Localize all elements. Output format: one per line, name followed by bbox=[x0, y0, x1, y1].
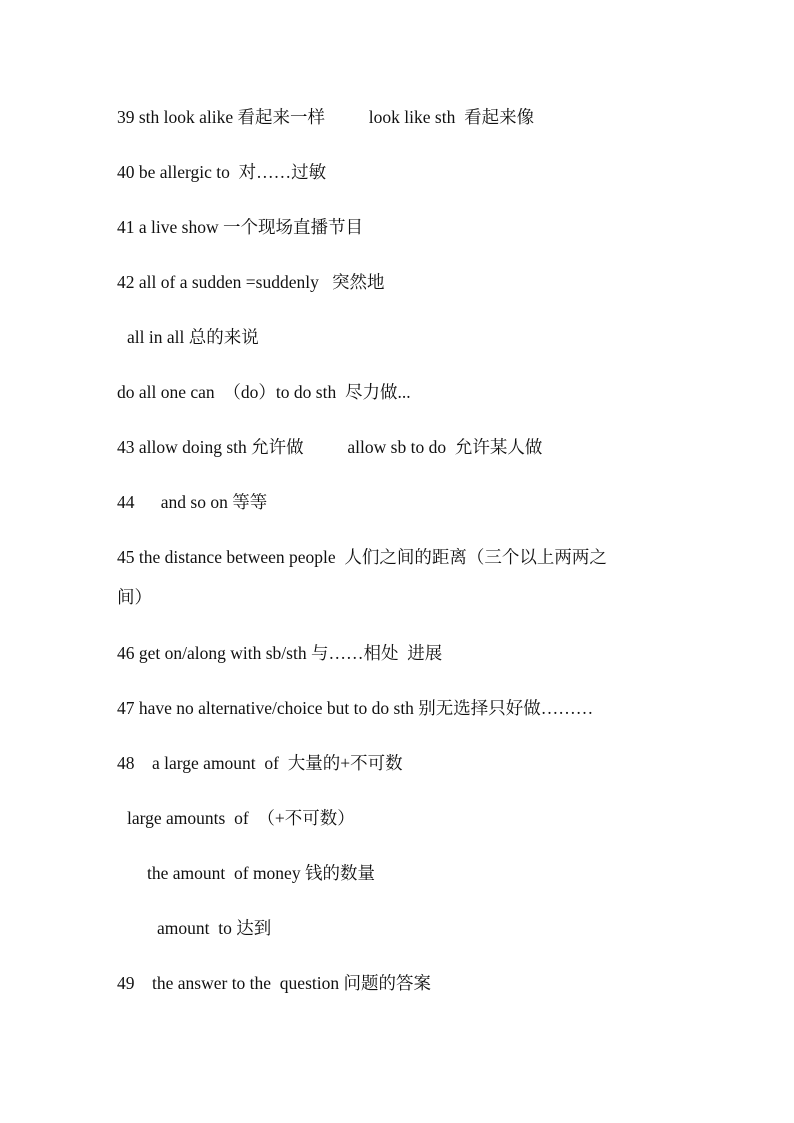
entry-41: 41 a live show 一个现场直播节目 bbox=[117, 217, 363, 237]
entry-45-continued: 间） bbox=[117, 587, 152, 607]
entry-40: 40 be allergic to 对……过敏 bbox=[117, 162, 327, 182]
entry-47: 47 have no alternative/choice but to do sth 别无选择只好做……… bbox=[117, 698, 594, 718]
entry-49: 49 the answer to the question 问题的答案 bbox=[117, 973, 431, 993]
entry-43: 43 allow doing sth 允许做 allow sb to do 允许某人做 bbox=[117, 437, 543, 457]
entry-39: 39 sth look alike 看起来一样 look like sth 看起来像 bbox=[117, 107, 535, 127]
entry-48: 48 a large amount of 大量的+不可数 bbox=[117, 753, 403, 773]
entry-42-all-in-all: all in all 总的来说 bbox=[127, 327, 259, 347]
entry-42-do-all-one-can: do all one can （do）to do sth 尽力做... bbox=[117, 382, 411, 402]
entry-45: 45 the distance between people 人们之间的距离（三个以上两两之 bbox=[117, 547, 607, 567]
entry-42: 42 all of a sudden =suddenly 突然地 bbox=[117, 272, 385, 292]
entry-48-amount-to: amount to 达到 bbox=[157, 918, 272, 938]
entry-48-large-amounts: large amounts of （+不可数） bbox=[127, 808, 355, 828]
entry-44: 44 and so on 等等 bbox=[117, 492, 268, 512]
entry-48-amount-of-money: the amount of money 钱的数量 bbox=[147, 863, 375, 883]
entry-46: 46 get on/along with sb/sth 与……相处 进展 bbox=[117, 643, 443, 663]
